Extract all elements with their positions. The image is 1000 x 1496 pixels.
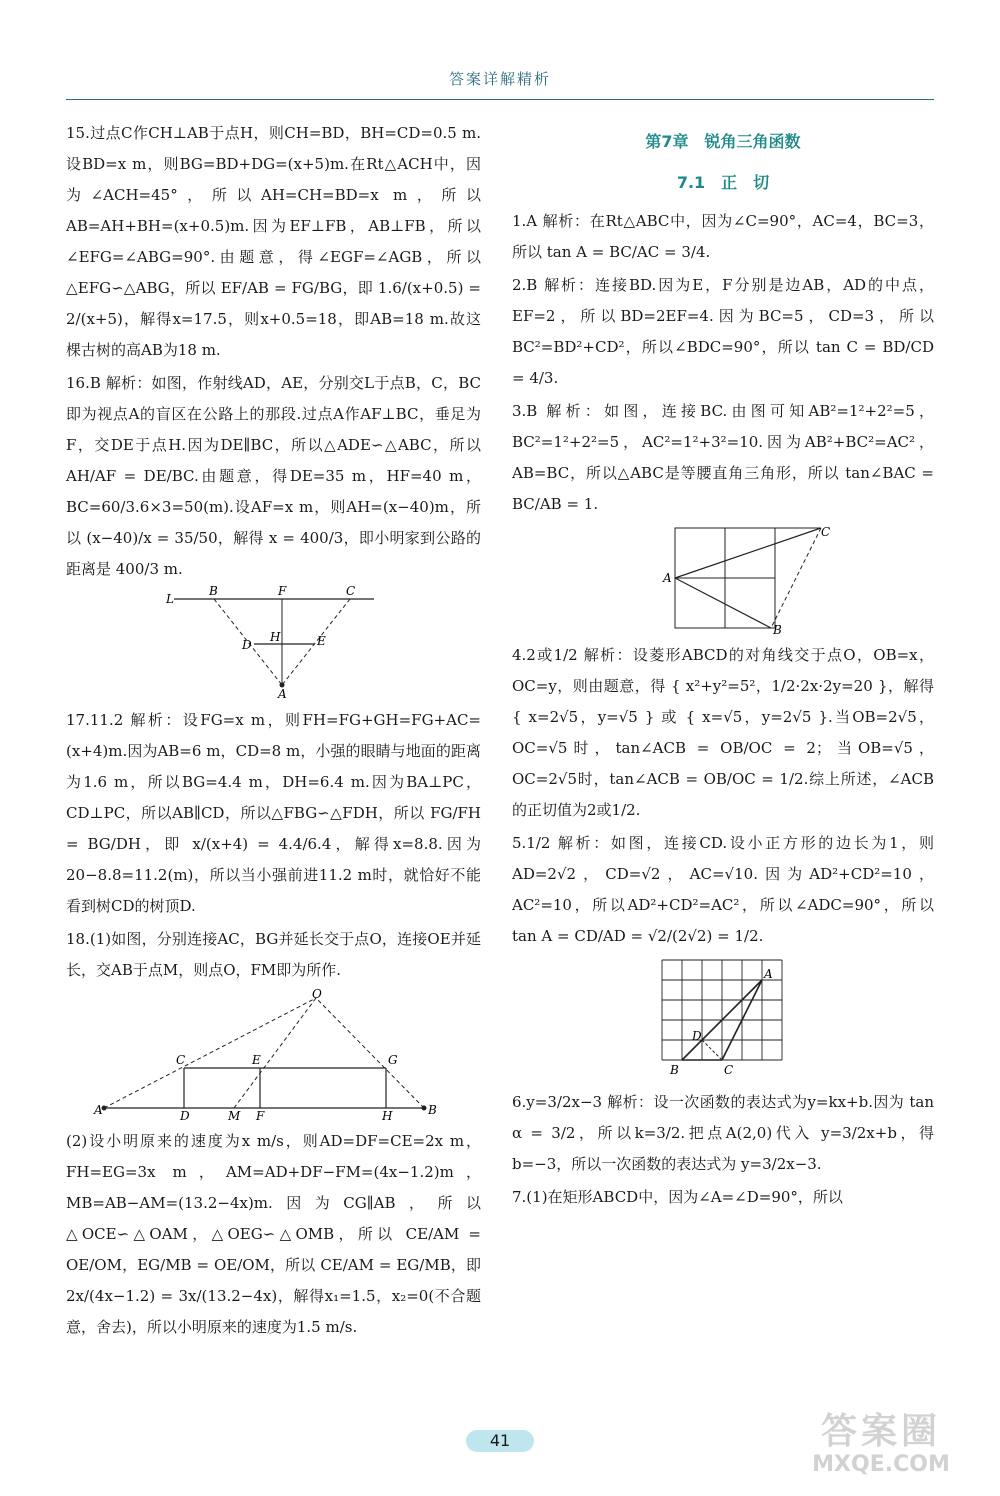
fig18-label-f: F <box>255 1109 264 1123</box>
fig18-label-e: E <box>251 1053 261 1067</box>
answer-5: 5.1/2 解析：如图，连接CD.设小正方形的边长为1，则AD=2√2，CD=√2，AC=√10.因为AD²+CD²=10，AC²=10，所以AD²+CD²=AC²，所以∠ADC=90°，所以 tan A = CD/AD = √2/(2√2) = 1/2. <box>512 834 934 945</box>
fig18-label-c: C <box>175 1053 185 1067</box>
fig16-label-c: C <box>345 584 355 598</box>
figure-16 <box>164 584 384 701</box>
fig3-label-b: B <box>773 623 782 637</box>
page-number <box>460 1426 540 1456</box>
fig16-label-h: H <box>269 630 280 644</box>
answer-4: 4.2或1/2 解析：设菱形ABCD的对角线交于点O，OB=x，OC=y，则由题意，得 { x²+y²=5²，1/2·2x·2y=20 }，解得 { x=2√5，y=√5 } 或 { x=√5，y=2√5 }.当OB=2√5，OC=√5时，tan∠ACB = OB/OC = 2；当OB=√5，OC=2√5时，tan∠ACB = OB/OC = 1/2.综上所述，∠ACB的正切值为2或1/2. <box>512 646 934 819</box>
answer-15: 15.过点C作CH⊥AB于点H，则CH=BD，BH=CD=0.5 m.设BD=x m，则BG=BD+DG=(x+5)m.在Rt△ACH中，因为∠ACH=45°，所以AH=CH=BD=x m，所以AB=AH+BH=(x+0.5)m.因为EF⊥FB，AB⊥FB，所以∠EFG=∠ABG=90°.由题意，得∠EGF=∠AGB，所以△EFG∽△ABG，所以 EF/AB = FG/BG，即 1.6/(x+0.5) = 2/(x+5)，解得x=17.5，则x+0.5=18，即AB=18 m.故这棵古树的高AB为18 m. <box>66 124 481 359</box>
fig16-label-f: F <box>277 584 286 598</box>
fig18-label-a: A <box>93 1103 103 1117</box>
fig18-label-o: O <box>311 987 322 1001</box>
left-column <box>66 118 481 1345</box>
answer-17: 17.11.2 解析：设FG=x m，则FH=FG+GH=FG+AC=(x+4)m.因为AB=6 m，CD=8 m，小强的眼睛与地面的距离为1.6 m，所以BG=4.4 m，DH=6.4 m.因为BA⊥PC，CD⊥PC，所以AB∥CD，所以△FBG∽△FDH，所以 FG/FH = BG/DH，即 x/(x+4) = 4.4/6.4，解得x=8.8.因为20−8.8=11.2(m)，所以当小强前进11.2 m时，就恰好不能看到树CD的树顶D. <box>66 711 481 915</box>
figure-5 <box>658 956 788 1081</box>
right-column <box>512 118 934 1215</box>
fig16-label-a: A <box>277 687 287 701</box>
answer-7: 7.(1)在矩形ABCD中，因为∠A=∠D=90°，所以 <box>512 1188 843 1206</box>
fig16-label-d: D <box>241 638 252 652</box>
answer-2: 2.B 解析：连接BD.因为E，F分别是边AB，AD的中点，EF=2，所以BD=2EF=4.因为BC=5，CD=3，所以BC²=BD²+CD²，所以∠BDC=90°，所以 tan C = BD/CD = 4/3. <box>512 276 934 387</box>
fig5-label-d: D <box>692 1029 702 1043</box>
fig3-label-c: C <box>821 525 831 539</box>
fig16-label-e: E <box>316 634 326 648</box>
figure-3 <box>623 524 831 637</box>
fig18-label-b: B <box>427 1103 437 1117</box>
figure-18 <box>93 987 454 1123</box>
section-title: 7.1 正 切 <box>676 173 770 192</box>
answer-16: 16.B 解析：如图，作射线AD，AE，分别交L于点B，C，BC即为视点A的盲区在公路上的那段.过点A作AF⊥BC，垂足为F，交DE于点H.因为DE∥BC，所以△ADE∽△ABC，所以 AH/AF = DE/BC.由题意，得DE=35 m，HF=40 m，BC=60/3.6×3=50(m).设AF=x m，则AH=(x−40)m，所以 (x−40)/x = 35/50，解得 x = 400/3，即小明家到公路的距离是 400/3 m. <box>66 374 481 578</box>
answer-18-part2: (2)设小明原来的速度为x m/s，则AD=DF=CE=2x m，FH=EG=3x m，AM=AD+DF−FM=(4x−1.2)m，MB=AB−AM=(13.2−4x)m.因为CG∥AB，所以△OCE∽△OAM，△OEG∽△OMB，所以 CE/AM = OE/OM，EG/MB = OE/OM，所以 CE/AM = EG/MB，即 2x/(4x−1.2) = 3x/(13.2−4x)，解得x₁=1.5，x₂=0(不合题意，舍去)，所以小明原来的速度为1.5 m/s. <box>66 1132 481 1336</box>
watermark <box>776 1412 986 1482</box>
fig16-label-b: B <box>208 584 218 598</box>
answer-3: 3.B 解析：如图，连接BC.由图可知AB²=1²+2²=5，BC²=1²+2²=5，AC²=1²+3²=10.因为AB²+BC²=AC²，AB=BC，所以△ABC是等腰直角三角形，所以 tan∠BAC = BC/AB = 1. <box>512 402 934 513</box>
fig5-label-b: B <box>670 1063 679 1077</box>
chapter-title: 第7章 锐角三角函数 <box>645 132 801 151</box>
watermark-url: MXQE.COM <box>812 1452 950 1477</box>
page-number-text: 41 <box>489 1431 511 1450</box>
watermark-logo: 答案圈 <box>820 1411 941 1452</box>
fig16-label-l: L <box>165 592 174 606</box>
answer-18-part1: 18.(1)如图，分别连接AC，BG并延长交于点O，连接OE并延长，交AB于点M，则点O，FM即为所作. <box>66 930 481 979</box>
fig3-label-a: A <box>663 571 672 585</box>
fig18-label-g: G <box>387 1053 398 1067</box>
answer-6: 6.y=3/2x−3 解析：设一次函数的表达式为y=kx+b.因为 tan α = 3/2，所以k=3/2.把点A(2,0)代入 y=3/2x+b，得b=−3，所以一次函数的表达式为 y=3/2x−3. <box>512 1093 934 1173</box>
fig18-label-m: M <box>227 1109 240 1123</box>
fig18-label-d: D <box>179 1109 190 1123</box>
answer-1: 1.A 解析：在Rt△ABC中，因为∠C=90°，AC=4，BC=3，所以 tan A = BC/AC = 3/4. <box>512 212 934 261</box>
fig5-label-a: A <box>764 967 773 981</box>
header-rule <box>66 99 934 100</box>
page-header: 答案详解精析 <box>448 70 551 88</box>
fig5-label-c: C <box>724 1063 734 1077</box>
fig18-label-h: H <box>381 1109 392 1123</box>
